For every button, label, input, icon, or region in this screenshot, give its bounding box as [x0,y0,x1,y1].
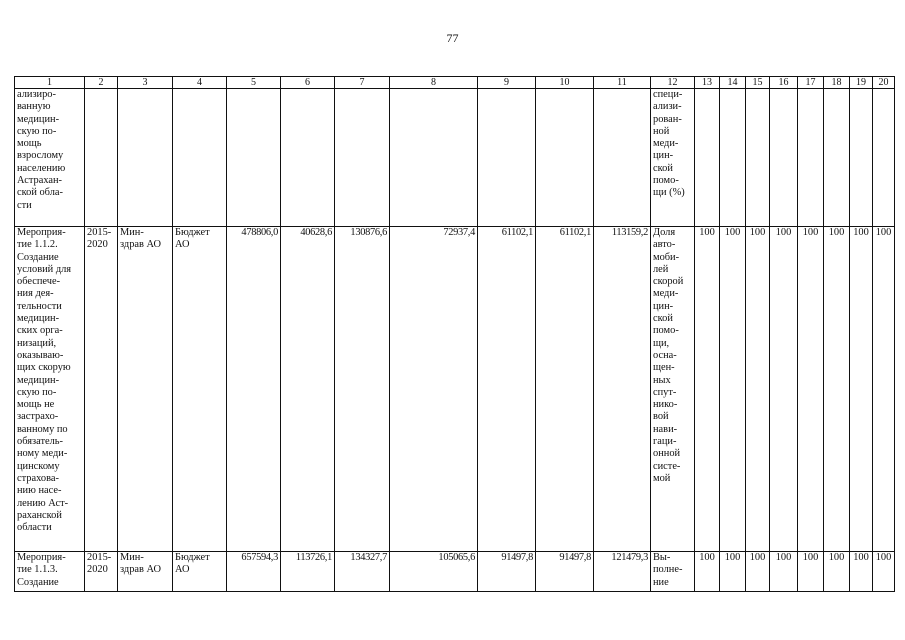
amount-2017-cell: 72937,4 [390,227,478,552]
header-cell: 7 [335,77,390,89]
indicator-value-cell: 100 [746,552,770,592]
indicator-cell: Вы- полне- ние [651,552,695,592]
table-row [15,227,895,552]
page-number: 77 [446,31,459,45]
indicator-value-cell: 100 [850,552,873,592]
indicator-value-cell: 100 [695,227,720,552]
header-cell: 6 [281,77,335,89]
header-row [15,77,895,89]
period-cell [85,89,118,227]
amount-2017-cell: 105065,6 [390,552,478,592]
header-cell: 12 [651,77,695,89]
indicator-value-cell: 100 [770,552,798,592]
header-cell: 3 [118,77,173,89]
amount-2017-cell [390,89,478,227]
amount-2018-cell: 91497,8 [478,552,536,592]
header-cell: 11 [594,77,651,89]
indicator-value-cell: 100 [720,227,746,552]
amount-2018-cell: 61102,1 [478,227,536,552]
indicator-value-cell: 100 [695,552,720,592]
amount-2020-cell: 113159,2 [594,227,651,552]
indicator-value-cell [850,89,873,227]
header-cell: 2 [85,77,118,89]
indicator-value-cell [695,89,720,227]
header-cell: 20 [873,77,895,89]
amount-2015-cell: 113726,1 [281,552,335,592]
amount-2016-cell [335,89,390,227]
indicator-value-cell [873,89,895,227]
indicator-value-cell [720,89,746,227]
indicator-value-cell: 100 [720,552,746,592]
indicator-value-cell [824,89,850,227]
executor-cell: Мин- здрав АО [118,552,173,592]
indicator-value-cell [746,89,770,227]
activity-name-cell: Мероприя- тие 1.1.2. Создание условий для обеспече- ния дея- тельности медицин- ских орга- низаций, оказываю- щих скорую медицин- скую по- мощь не застрахо- ванному по обязатель- ному меди- цинскому страхова- нию насе- лению Аст- раханской области [15,227,85,552]
header-cell: 9 [478,77,536,89]
period-cell: 2015- 2020 [85,227,118,552]
period-cell: 2015- 2020 [85,552,118,592]
indicator-cell: специ- ализи- рован- ной меди- цин- ской помо- щи (%) [651,89,695,227]
indicator-value-cell: 100 [850,227,873,552]
header-cell: 18 [824,77,850,89]
table-row [15,89,895,227]
header-cell: 8 [390,77,478,89]
amount-2019-cell: 91497,8 [536,552,594,592]
executor-cell: Мин- здрав АО [118,227,173,552]
amount-2019-cell: 61102,1 [536,227,594,552]
table-row [15,552,895,592]
funding-source-cell: Бюджет АО [173,227,227,552]
activity-name-cell: ализиро- ванную медицин- скую по- мощь взрослому населению Астрахан- ской обла- сти [15,89,85,227]
amount-2016-cell: 130876,6 [335,227,390,552]
executor-cell [118,89,173,227]
amount-2020-cell [594,89,651,227]
header-cell: 14 [720,77,746,89]
funding-source-cell: Бюджет АО [173,552,227,592]
header-cell: 4 [173,77,227,89]
indicator-value-cell: 100 [746,227,770,552]
indicator-value-cell: 100 [798,552,824,592]
funding-source-cell [173,89,227,227]
amount-2018-cell [478,89,536,227]
amount-total-cell: 657594,3 [227,552,281,592]
header-cell: 13 [695,77,720,89]
header-cell: 17 [798,77,824,89]
header-cell: 16 [770,77,798,89]
amount-total-cell: 478806,0 [227,227,281,552]
amount-2019-cell [536,89,594,227]
indicator-value-cell: 100 [824,552,850,592]
indicator-value-cell [770,89,798,227]
header-cell: 19 [850,77,873,89]
amount-2015-cell: 40628,6 [281,227,335,552]
amount-total-cell [227,89,281,227]
indicator-value-cell: 100 [798,227,824,552]
program-table [14,76,895,592]
activity-name-cell: Мероприя- тие 1.1.3. Создание [15,552,85,592]
indicator-value-cell: 100 [770,227,798,552]
amount-2020-cell: 121479,3 [594,552,651,592]
header-cell: 10 [536,77,594,89]
indicator-value-cell [798,89,824,227]
header-cell: 5 [227,77,281,89]
amount-2015-cell [281,89,335,227]
indicator-cell: Доля авто- моби- лей скорой меди- цин- ской помо- щи, осна- щен- ных спут- нико- вой нави- гаци- онной систе- мой [651,227,695,552]
indicator-value-cell: 100 [873,227,895,552]
indicator-value-cell: 100 [873,552,895,592]
amount-2016-cell: 134327,7 [335,552,390,592]
indicator-value-cell: 100 [824,227,850,552]
header-cell: 1 [15,77,85,89]
header-cell: 15 [746,77,770,89]
